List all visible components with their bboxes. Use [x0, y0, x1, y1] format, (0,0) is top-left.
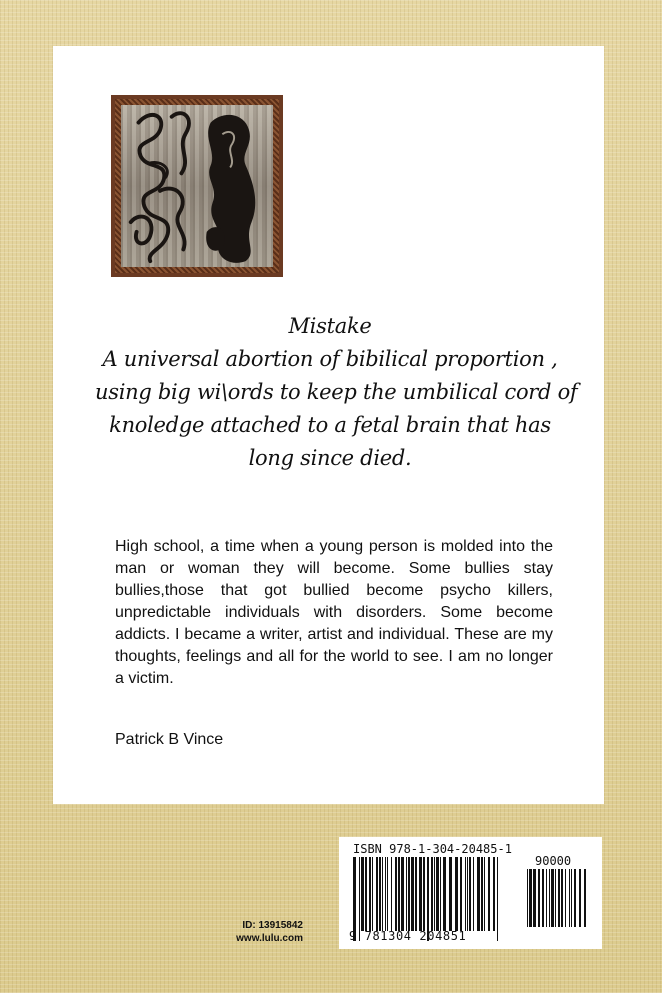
barcode-bar — [546, 869, 547, 927]
barcode-digits: 9 781304 204851 — [349, 929, 467, 943]
barcode-bar — [372, 857, 373, 931]
author-name: Patrick B Vince — [115, 731, 224, 748]
barcode-bar — [465, 857, 466, 931]
barcode-bar — [493, 857, 495, 931]
barcode-bar — [423, 857, 425, 931]
barcode-bar — [561, 869, 563, 927]
poem-line: knoledge attached to a fetal brain that has — [109, 413, 551, 437]
barcode-bar — [401, 857, 404, 931]
cover-artwork — [111, 95, 283, 277]
barcode-bar — [408, 857, 410, 931]
barcode-bar — [460, 857, 462, 931]
barcode-bar — [484, 857, 485, 931]
addon-barcode-icon — [527, 869, 589, 937]
barcode-bar — [467, 857, 468, 931]
blurb-paragraph: High school, a time when a young person is molded into the man or woman they will become. Some bullies stay bullies,those that got bullied become psycho killers, unpredictable individuals with disorders. Some become addicts. I became a writer, artist and individual. These are my thoughts, feelings and all for the world to see. I am no longer a victim. — [115, 538, 553, 687]
barcode-bar — [415, 857, 417, 931]
barcode-bar — [497, 857, 498, 941]
barcode-bar — [533, 869, 536, 927]
barcode-box — [339, 837, 602, 949]
barcode-bar — [382, 857, 383, 931]
isbn-label: ISBN 978-1-304-20485-1 — [353, 842, 512, 856]
barcode-bar — [361, 857, 364, 931]
barcode-bar — [455, 857, 458, 931]
barcode-bar — [558, 869, 560, 927]
barcode-bar — [579, 869, 581, 927]
barcode-bar — [379, 857, 381, 931]
barcode-bar — [538, 869, 540, 927]
barcode-bar — [387, 857, 388, 931]
barcode-bar — [419, 857, 422, 931]
poem-line: A universal abortion of bibilical proportion , — [102, 347, 558, 371]
poem-line: using big wi\ords to keep the umbilical cord of — [95, 380, 578, 404]
publisher-info — [231, 919, 303, 945]
barcode-bar — [449, 857, 452, 931]
barcode-bar — [565, 869, 566, 927]
publisher-id: ID: 13915842 — [242, 920, 303, 931]
barcode-bar — [395, 857, 397, 931]
barcode-bar — [398, 857, 400, 931]
barcode-bar — [569, 869, 570, 927]
barcode-bar — [369, 857, 371, 931]
publisher-url: www.lulu.com — [236, 933, 303, 944]
barcode-bar — [443, 857, 446, 931]
barcode-bar — [542, 869, 544, 927]
barcode-bar — [365, 857, 367, 931]
poem — [95, 310, 578, 475]
barcode-bar — [391, 857, 392, 931]
barcode-bar — [488, 857, 490, 931]
barcode-bar — [551, 869, 554, 927]
barcode-bar — [477, 857, 480, 931]
back-cover-blurb — [115, 536, 553, 690]
barcode-bar — [436, 857, 439, 931]
abstract-painting-icon — [121, 105, 273, 267]
barcode-bar — [549, 869, 550, 927]
barcode-bar — [469, 857, 471, 931]
barcode-bar — [434, 857, 435, 931]
barcode-bar — [385, 857, 386, 931]
barcode-bar — [574, 869, 576, 927]
barcode-bar — [376, 857, 378, 931]
barcode-bar — [529, 869, 532, 927]
poem-line: long since died. — [248, 446, 412, 470]
barcode-bar — [431, 857, 433, 931]
poem-title: Mistake — [288, 314, 372, 338]
barcode-bar — [440, 857, 441, 931]
barcode-bar — [571, 869, 572, 927]
price-code: 90000 — [535, 854, 572, 868]
barcode-bar — [473, 857, 474, 931]
barcode-bar — [406, 857, 407, 931]
barcode-bar — [584, 869, 586, 927]
barcode-bar — [481, 857, 483, 931]
barcode-bar — [527, 869, 528, 927]
barcode-bar — [555, 869, 556, 927]
barcode-bar — [411, 857, 414, 931]
